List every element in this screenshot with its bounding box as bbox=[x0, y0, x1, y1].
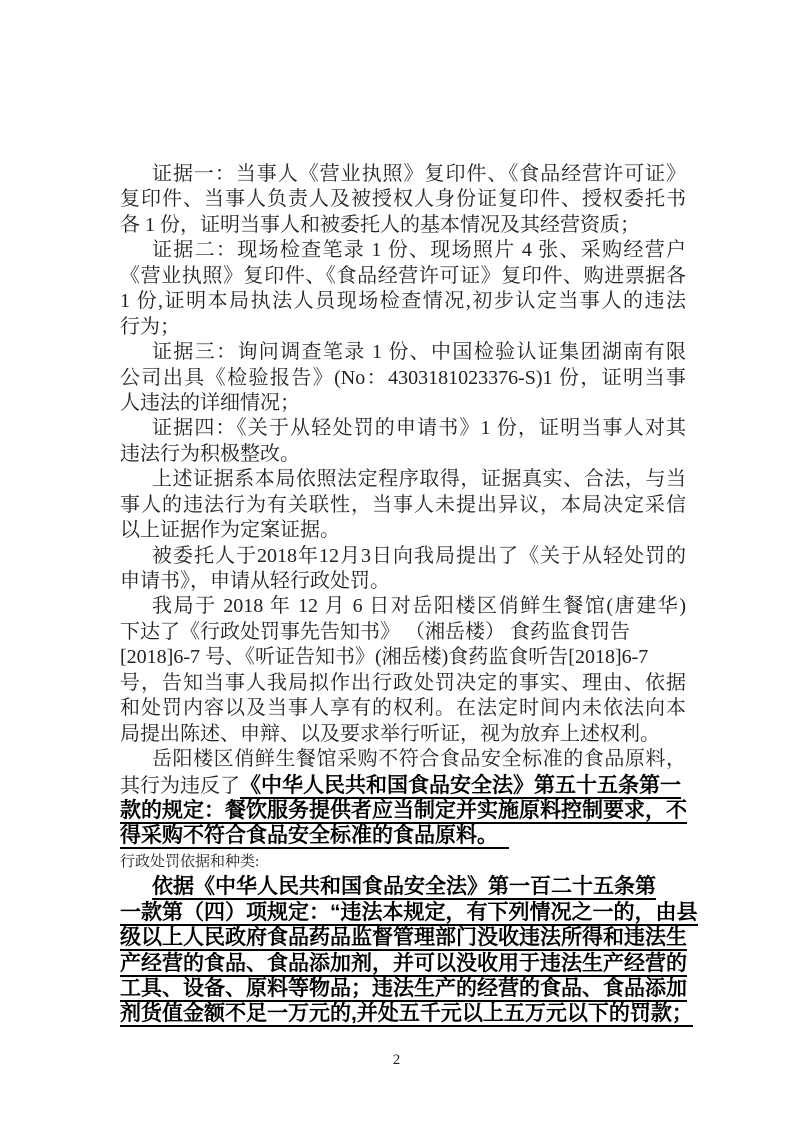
text-line bbox=[120, 747, 686, 772]
text-line bbox=[120, 467, 686, 492]
text-line bbox=[120, 544, 686, 569]
text-line bbox=[120, 976, 760, 1001]
body-text: [2018]6-7 号、《听证告知书》(湘岳楼)食药监食听告[2018]6-7 bbox=[120, 646, 649, 669]
emphasized-underlined-text: 一款第（四）项规定：“违法本规定，有下列情况之一的，由县 bbox=[120, 900, 698, 924]
body-text: 1 份,证明本局执法人员现场检查情况,初步认定当事人的违法 bbox=[120, 290, 686, 313]
emphasized-underlined-text: 级以上人民政府食品药品监督管理部门没收违法所得和违法生 bbox=[120, 926, 687, 950]
text-line bbox=[120, 874, 760, 899]
text-line bbox=[120, 518, 760, 543]
emphasized-underlined-text: 产经营的食品、食品添加剂，并可以没收用于违法生产经营的 bbox=[120, 951, 687, 975]
text-line bbox=[120, 264, 686, 289]
text-line bbox=[120, 671, 686, 696]
body-text: 行为； bbox=[120, 315, 180, 338]
text-line bbox=[120, 645, 760, 670]
text-line bbox=[120, 187, 686, 212]
body-text: 其行为违反了 bbox=[120, 774, 240, 797]
text-line bbox=[120, 213, 760, 238]
text-line bbox=[120, 594, 686, 619]
body-text: 事人的违法行为有关联性，当事人未提出异议，本局决定采信 bbox=[120, 493, 686, 516]
body-text: 证据一：当事人《营业执照》复印件、《食品经营许可证》 bbox=[152, 163, 686, 185]
page-number: 2 bbox=[392, 1052, 401, 1068]
text-line bbox=[120, 823, 760, 848]
emphasized-underlined-text: 《中华人民共和国食品安全法》第五十五条第一 bbox=[240, 773, 681, 797]
text-line bbox=[120, 366, 686, 391]
text-line bbox=[120, 315, 760, 340]
text-line bbox=[120, 238, 686, 263]
body-text: 《营业执照》复印件、《食品经营许可证》复印件、购进票据各 bbox=[120, 264, 686, 287]
body-text: 违法行为积极整改。 bbox=[120, 442, 300, 465]
body-text: 我局于 2018 年 12 月 6 日对岳阳楼区俏鲜生餐馆(唐建华) bbox=[152, 595, 686, 618]
body-text: 下达了《行政处罚事先告知书》 （湘岳楼） 食药监食罚告 bbox=[120, 620, 630, 643]
emphasized-underlined-text: 依据《中华人民共和国食品安全法》第一百二十五条第 bbox=[152, 875, 656, 899]
text-line bbox=[120, 416, 686, 441]
body-text: 各 1 份，证明当事人和被委托人的基本情况及其经营资质； bbox=[120, 213, 640, 236]
body-text: 局提出陈述、申辩、以及要求举行听证，视为放弃上述权利。 bbox=[120, 722, 660, 745]
body-text: 岳阳楼区俏鲜生餐馆采购不符合食品安全标准的食品原料， bbox=[152, 748, 686, 771]
body-text: 证据三：询问调查笔录 1 份、中国检验认证集团湖南有限 bbox=[152, 341, 686, 364]
body-text: 人违法的详细情况； bbox=[120, 391, 300, 414]
body-text: 证据二：现场检查笔录 1 份、现场照片 4 张、采购经营户 bbox=[152, 239, 686, 262]
body-text: 公司出具《检验报告》(No：4303181023376-S)1 份，证明当事 bbox=[120, 366, 686, 389]
text-line bbox=[120, 442, 760, 467]
text-line bbox=[120, 900, 760, 925]
body-text: 号，告知当事人我局拟作出行政处罚决定的事实、理由、依据 bbox=[120, 671, 686, 694]
text-line bbox=[120, 951, 760, 976]
emphasized-underlined-text: 工具、设备、原料等物品；违法生产的经营的食品、食品添加 bbox=[120, 977, 687, 1000]
text-line bbox=[120, 798, 760, 823]
emphasized-underlined-text: 款的规定：餐饮服务提供者应当制定并实施原料控制要求，不 bbox=[120, 798, 687, 822]
text-line bbox=[120, 289, 686, 314]
body-text: 复印件、当事人负责人及被授权人身份证复印件、授权委托书 bbox=[120, 188, 686, 211]
text-line bbox=[120, 696, 686, 721]
text-line bbox=[120, 773, 760, 798]
body-text: 以上证据作为定案证据。 bbox=[120, 519, 340, 542]
text-line bbox=[120, 493, 686, 518]
body-text: 证据四：《关于从轻处罚的申请书》1 份，证明当事人对其 bbox=[152, 417, 686, 440]
document-body bbox=[120, 162, 760, 1027]
emphasized-underlined-text: 得采购不符合食品安全标准的食品原料。 bbox=[120, 824, 509, 848]
body-text: 被委托人于2018年12月3日向我局提出了《关于从轻处罚的 bbox=[152, 544, 686, 567]
text-line bbox=[120, 1001, 760, 1026]
emphasized-underlined-text: 剂货值金额不足一万元的,并处五千元以上五万元以下的罚款； bbox=[120, 1002, 693, 1026]
text-line bbox=[120, 849, 760, 874]
text-line bbox=[120, 620, 760, 645]
body-text: 申请书》，申请从轻行政处罚。 bbox=[120, 570, 390, 592]
body-text: 行政处罚依据和种类: bbox=[120, 853, 260, 870]
body-text: 和处罚内容以及当事人享有的权利。在法定时间内未依法向本 bbox=[120, 697, 686, 720]
body-text: 上述证据系本局依照法定程序取得，证据真实、合法，与当 bbox=[152, 468, 686, 491]
text-line bbox=[120, 340, 686, 365]
text-line bbox=[120, 162, 686, 187]
text-line bbox=[120, 722, 760, 747]
text-line bbox=[120, 569, 760, 594]
text-line bbox=[120, 391, 760, 416]
text-line bbox=[120, 925, 760, 950]
